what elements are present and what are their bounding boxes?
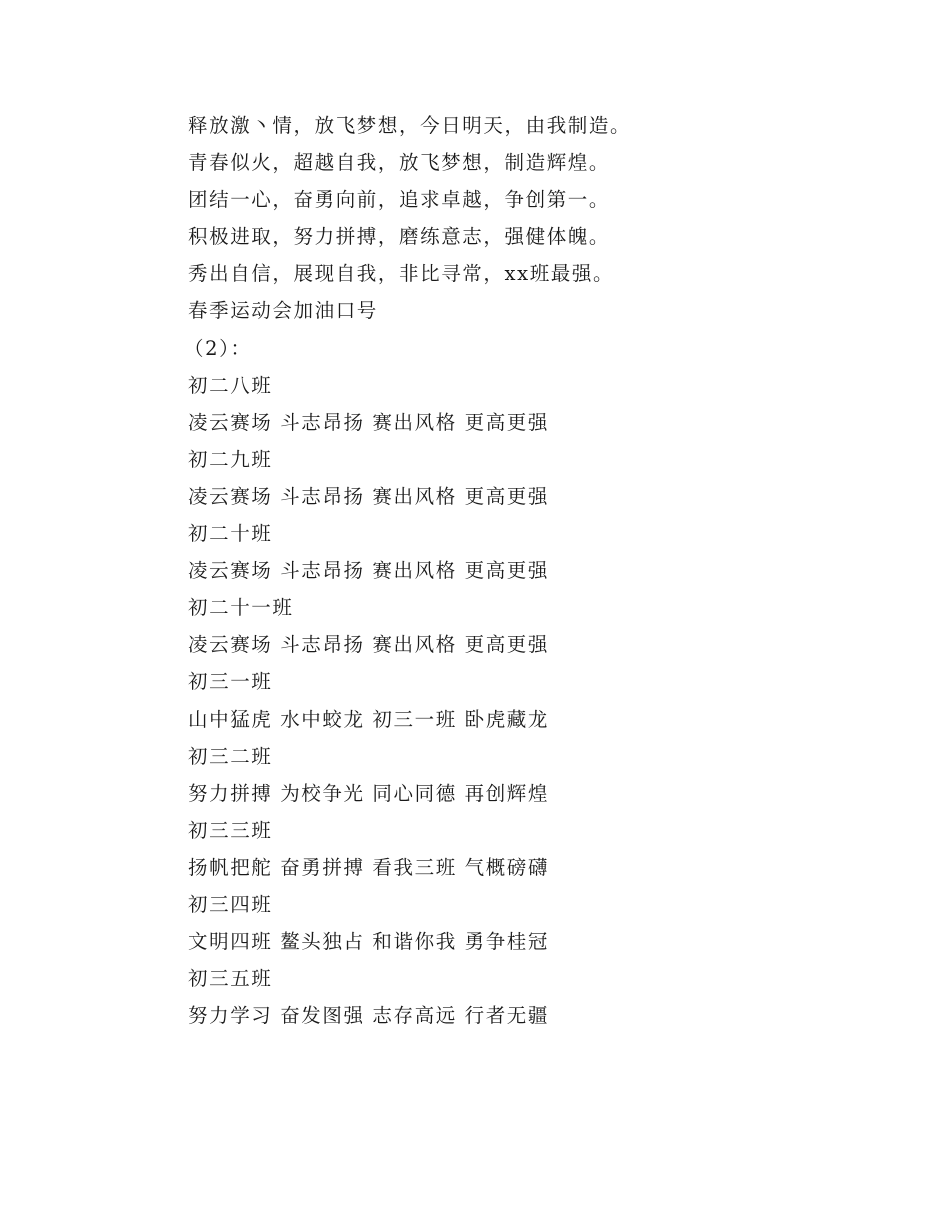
class-slogan: 凌云赛场 斗志昂扬 赛出风格 更高更强 [188, 484, 549, 508]
class-name: 初三一班 [188, 670, 273, 694]
class-name: 初二九班 [188, 447, 273, 471]
class-name: 初三二班 [188, 744, 273, 768]
text-line: 积极进取，努力拼搏，磨练意志，强健体魄。 [188, 225, 611, 249]
class-slogan: 努力拼搏 为校争光 同心同德 再创辉煌 [188, 781, 549, 805]
class-slogan: 山中猛虎 水中蛟龙 初三一班 卧虎藏龙 [188, 707, 549, 731]
class-slogan: 凌云赛场 斗志昂扬 赛出风格 更高更强 [188, 410, 549, 434]
class-slogan: 扬帆把舵 奋勇拼搏 看我三班 气概磅礴 [188, 855, 549, 879]
class-name: 初三五班 [188, 967, 273, 991]
class-name: 初三三班 [188, 818, 273, 842]
document-body [184, 107, 888, 1034]
text-line: 青春似火，超越自我，放飞梦想，制造辉煌。 [188, 151, 611, 175]
class-slogan: 文明四班 鳌头独占 和谐你我 勇争桂冠 [188, 930, 549, 954]
text-line: 释放激丶情，放飞梦想，今日明天，由我制造。 [188, 114, 632, 137]
class-name: 初二十班 [188, 522, 273, 546]
class-name: 初二十一班 [188, 596, 294, 620]
text-line: 秀出自信，展现自我，非比寻常，xx班最强。 [188, 262, 615, 286]
text-line: 团结一心，奋勇向前，追求卓越，争创第一。 [188, 188, 611, 212]
section-heading: 春季运动会加油口号 [188, 299, 378, 323]
class-slogan: 凌云赛场 斗志昂扬 赛出风格 更高更强 [188, 633, 549, 657]
class-slogan: 努力学习 奋发图强 志存高远 行者无疆 [188, 1004, 549, 1028]
section-number: （2）： [184, 336, 252, 360]
class-name: 初三四班 [188, 892, 273, 916]
class-name: 初二八班 [188, 373, 273, 397]
class-slogan: 凌云赛场 斗志昂扬 赛出风格 更高更强 [188, 559, 549, 583]
